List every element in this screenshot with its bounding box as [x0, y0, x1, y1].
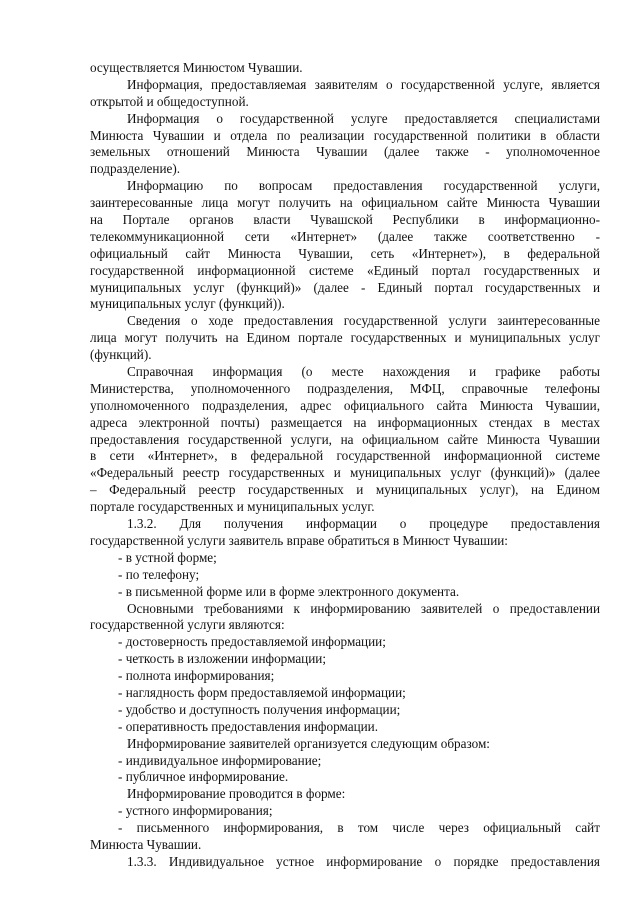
text-line: Минюста Чувашии.: [90, 836, 202, 852]
text-line: портале государственных и муниципальных услуг.: [90, 499, 375, 515]
text-line: - в письменной форме или в форме электронного документа.: [118, 583, 460, 599]
text-line: на Портале органов власти Чувашской Республики в информационно-: [90, 212, 600, 228]
text-line: - устного информирования;: [118, 803, 273, 819]
text-line: уполномоченного подразделения, адрес официального сайта Минюста Чувашии,: [90, 397, 600, 413]
text-line: адреса электронной почты) размещается на информационных стендах в местах: [90, 414, 600, 430]
text-line: Информация о государственной услуге предоставляется специалистами: [127, 110, 600, 126]
text-line: - публичное информирование.: [118, 769, 289, 785]
text-line: государственной услуги являются:: [90, 617, 285, 633]
text-line: – Федеральный реестр государственных и муниципальных услуг), на Едином: [90, 482, 600, 498]
text-line: - удобство и доступность получения информации;: [118, 701, 401, 717]
text-line: государственной информационной системе «Единый портал государственных и: [90, 262, 600, 278]
text-line: муниципальных услуг (функций)» (далее - Единый портал государственных и: [90, 279, 600, 295]
text-line: Справочная информация (о месте нахождения и графике работы: [127, 364, 600, 380]
text-line: Информирование проводится в форме:: [127, 786, 346, 802]
text-line: «Федеральный реестр государственных и муниципальных услуг (функций)» (далее: [90, 465, 600, 481]
text-line: предоставления государственной услуги, на официальном сайте Минюста Чувашии: [90, 431, 600, 447]
text-line: муниципальных услуг (функций)).: [90, 296, 285, 312]
text-line: осуществляется Минюстом Чувашии.: [90, 60, 303, 75]
text-line: Сведения о ходе предоставления государственной услуги заинтересованные: [127, 313, 600, 329]
text-line: открытой и общедоступной.: [90, 93, 249, 109]
text-line: лица могут получить на Едином портале государственных и муниципальных услуг: [90, 330, 600, 346]
text-line: 1.3.3. Индивидуальное устное информирование о порядке предоставления: [127, 853, 600, 869]
text-line: Министерства, уполномоченного подразделения, МФЦ, справочные телефоны: [90, 380, 600, 396]
text-line: - оперативность предоставления информации.: [118, 718, 379, 734]
text-line: земельных отношений Минюста Чувашии (далее также - уполномоченное: [90, 144, 600, 160]
text-line: Минюста Чувашии и отдела по реализации государственной политики в области: [90, 127, 600, 143]
text-line: телекоммуникационной сети «Интернет» (далее также соответственно -: [90, 228, 600, 244]
text-line: подразделение).: [90, 161, 181, 177]
text-line: государственной услуги заявитель вправе обратиться в Минюст Чувашии:: [90, 532, 508, 548]
text-line: заинтересованные лица могут получить на официальном сайте Минюста Чувашии: [90, 195, 600, 211]
text-line: - достоверность предоставляемой информации;: [118, 634, 386, 650]
text-line: Информацию по вопросам предоставления государственной услуги,: [127, 178, 600, 194]
text-line: Основными требованиями к информированию заявителей о предоставлении: [127, 600, 600, 616]
document-body: [90, 60, 600, 871]
text-line: - полнота информирования;: [118, 668, 275, 684]
text-line: Информирование заявителей организуется следующим образом:: [127, 735, 490, 751]
text-line: 1.3.2. Для получения информации о процедуре предоставления: [127, 516, 600, 532]
text-line: - письменного информирования, в том числе через официальный сайт: [118, 820, 600, 836]
text-line: - в устной форме;: [118, 549, 217, 565]
text-line: официальный сайт Минюста Чувашии, сеть «Интернет»), в федеральной: [90, 245, 600, 261]
text-line: (функций).: [90, 347, 152, 363]
text-line: - по телефону;: [118, 566, 200, 582]
text-line: - наглядность форм предоставляемой информации;: [118, 684, 406, 700]
text-line: - четкость в изложении информации;: [118, 651, 327, 667]
text-line: в сети «Интернет», в федеральной государственной информационной системе: [90, 448, 600, 464]
text-line: - индивидуальное информирование;: [118, 752, 322, 768]
text-line: Информация, предоставляемая заявителям о государственной услуге, является: [127, 76, 600, 92]
